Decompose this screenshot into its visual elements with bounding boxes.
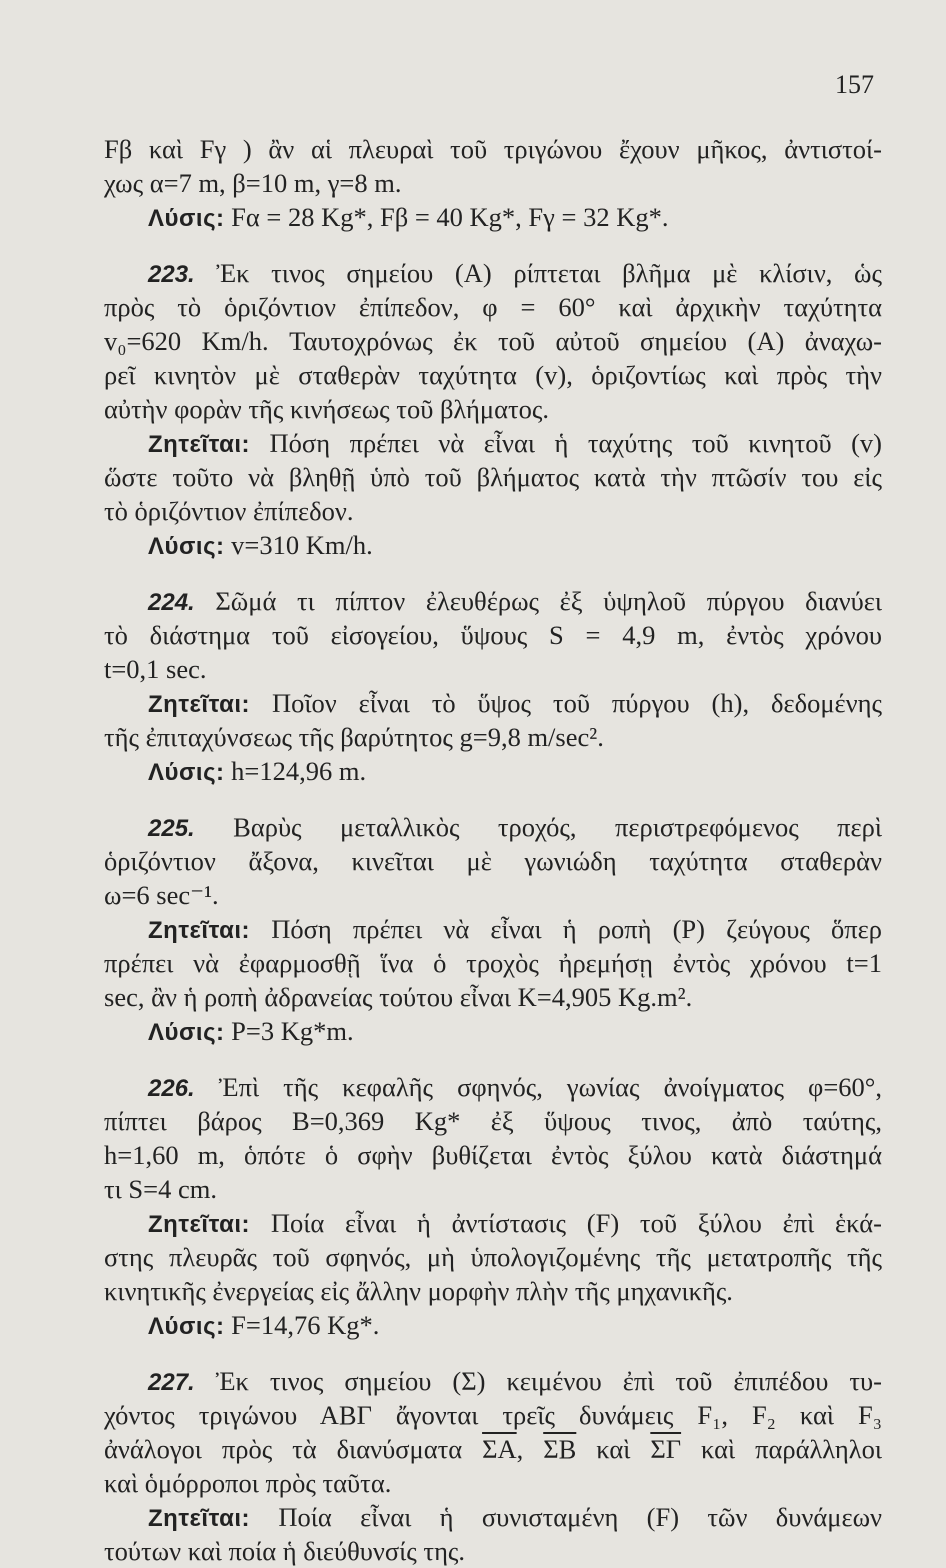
problem-224 <box>104 584 882 788</box>
question-line: Ζητεῖται: Ποία εἶναι ἡ ἀντίστασις (F) τοῦ ξύλου ἐπὶ ἑκά- <box>148 1208 883 1238</box>
solution-label: Λύσις: <box>148 533 225 560</box>
solution-value: F=14,76 Kg*. <box>231 1310 380 1340</box>
text-line: Fβ καὶ Fγ ) ἂν αἱ πλευραὶ τοῦ τριγώνου ἔχουν μῆκος, ἀντιστοί- <box>104 134 882 164</box>
solution-line <box>104 754 882 788</box>
vector-sg: $\overline{\Sigma\Gamma}$ <box>650 1434 682 1464</box>
problem-number: 227. <box>148 1369 195 1396</box>
problem-226 <box>104 1070 882 1342</box>
solution-value: h=124,96 m. <box>231 756 367 786</box>
question-line: Ζητεῖται: Πόση πρέπει νὰ εἶναι ἡ ταχύτης τοῦ κινητοῦ (v) <box>148 428 883 458</box>
text-line: καὶ ὁμόρροποι πρὸς ταῦτα. <box>104 1468 392 1498</box>
text-line: αὐτὴν φορὰν τῆς κινήσεως τοῦ βλήματος. <box>104 394 550 424</box>
solution-value: v=310 Km/h. <box>231 530 373 560</box>
text-line: πρέπει νὰ ἐφαρμοσθῇ ἵνα ὁ τροχὸς ἠρεμήσῃ ἐντὸς χρόνου t=1 <box>104 948 882 978</box>
text-line: τῆς ἐπιταχύνσεως τῆς βαρύτητος g=9,8 m/sec². <box>104 722 604 752</box>
text-line: 223. Ἐκ τινος σημείου (Α) ρίπτεται βλῆμα μὲ κλίσιν, ὡς <box>148 258 882 288</box>
text-line: τι S=4 cm. <box>104 1174 217 1204</box>
problem-227 <box>104 1364 882 1568</box>
solution-line <box>104 528 882 562</box>
text-line: τὸ διάστημα τοῦ εἰσογείου, ὕψους S = 4,9 m, ἐντὸς χρόνου <box>104 620 882 650</box>
text-line: ἀνάλογοι πρὸς τὰ διανύσματα $\overline{\Sigma A}$, $\overline{\Sigma B}$ καὶ $\overline{\Sigma\Gamma}$ καὶ παράλληλοι <box>104 1434 883 1464</box>
text-line: sec, ἂν ἡ ροπὴ ἀδρανείας τούτου εἶναι K=4,905 Kg.m². <box>104 982 693 1012</box>
solution-line <box>104 1308 882 1342</box>
problem-223 <box>104 256 882 562</box>
text-line: 227. Ἐκ τινος σημείου (Σ) κειμένου ἐπὶ τοῦ ἐπιπέδου τυ- <box>148 1366 882 1396</box>
vector-sa: $\overline{\Sigma A}$ <box>482 1434 517 1464</box>
problem-number: 223. <box>148 261 195 288</box>
text-line: 224. Σῶμά τι πίπτον ἐλευθέρως ἐξ ὑψηλοῦ πύργου διανύει <box>148 586 883 616</box>
text-line: ὥστε τοῦτο νὰ βληθῇ ὑπὸ τοῦ βλήματος κατὰ τὴν πτῶσίν του εἰς <box>104 462 882 492</box>
question-label: Ζητεῖται: <box>148 691 251 718</box>
intro-section <box>104 132 882 234</box>
question-line: Ζητεῖται: Ποία εἶναι ἡ συνισταμένη (F) τῶν δυνάμεων <box>148 1502 883 1532</box>
question-label: Ζητεῖται: <box>148 1505 251 1532</box>
question-label: Ζητεῖται: <box>148 431 251 458</box>
text-line: v₀=620 Km/h. Ταυτοχρόνως ἐκ τοῦ αὐτοῦ σημείου (Α) ἀναχω- <box>104 326 882 356</box>
text-line: πίπτει βάρος B=0,369 Kg* ἐξ ὕψους τινος, ἀπὸ ταύτης, <box>104 1106 882 1136</box>
solution-label: Λύσις: <box>148 1313 225 1340</box>
problem-number: 225. <box>148 815 195 842</box>
text-line: τούτων καὶ ποία ἡ διεύθυνσίς της. <box>104 1536 466 1566</box>
problem-number: 226. <box>148 1075 195 1102</box>
page-number: 157 <box>835 70 874 99</box>
solution-line <box>104 1014 882 1048</box>
solution-value: P=3 Kg*m. <box>231 1016 354 1046</box>
problem-number: 224. <box>148 589 195 616</box>
problem-225 <box>104 810 882 1048</box>
solution-value: Fα = 28 Kg*, Fβ = 40 Kg*, Fγ = 32 Kg*. <box>231 202 669 232</box>
text-line: πρὸς τὸ ὁριζόντιον ἐπίπεδον, φ = 60° καὶ ἀρχικὴν ταχύτητα <box>104 292 882 322</box>
text-line: στης πλευρᾶς τοῦ σφηνός, μὴ ὑπολογιζομένης τῆς μετατροπῆς τῆς <box>104 1242 882 1272</box>
text-line: h=1,60 m, ὁπότε ὁ σφὴν βυθίζεται ἐντὸς ξύλου κατὰ διάστημά <box>104 1140 882 1170</box>
vector-sb: $\overline{\Sigma B}$ <box>543 1434 577 1464</box>
question-label: Ζητεῖται: <box>148 1211 251 1238</box>
text-line: χόντος τριγώνου ΑΒΓ ἄγονται τρεῖς δυνάμεις F₁, F₂ καὶ F₃ <box>104 1400 882 1430</box>
solution-label: Λύσις: <box>148 759 225 786</box>
text-line: χως α=7 m, β=10 m, γ=8 m. <box>104 168 402 198</box>
question-line: Ζητεῖται: Ποῖον εἶναι τὸ ὕψος τοῦ πύργου (h), δεδομένης <box>148 688 882 718</box>
page-text <box>104 132 882 1568</box>
text-line: κινητικῆς ἐνεργείας εἰς ἄλλην μορφὴν πλὴν τῆς μηχανικῆς. <box>104 1276 733 1306</box>
text-line: 225. Βαρὺς μεταλλικὸς τροχός, περιστρεφόμενος περὶ <box>148 812 883 842</box>
solution-label: Λύσις: <box>148 205 225 232</box>
text-line: ω=6 sec⁻¹. <box>104 880 219 910</box>
text-line: τὸ ὁριζόντιον ἐπίπεδον. <box>104 496 354 526</box>
text-line: 226. Ἐπὶ τῆς κεφαλῆς σφηνός, γωνίας ἀνοίγματος φ=60°, <box>148 1072 883 1102</box>
solution-label: Λύσις: <box>148 1019 225 1046</box>
question-label: Ζητεῖται: <box>148 917 251 944</box>
text-line: ὁριζόντιον ἄξονα, κινεῖται μὲ γωνιώδη ταχύτητα σταθερὰν <box>104 846 882 876</box>
text-line: ρεῖ κινητὸν μὲ σταθερὰν ταχύτητα (v), ὁριζοντίως καὶ πρὸς τὴν <box>104 360 882 390</box>
solution-line <box>104 200 882 234</box>
question-line: Ζητεῖται: Πόση πρέπει νὰ εἶναι ἡ ροπὴ (P) ζεύγους ὅπερ <box>148 914 882 944</box>
text-line: t=0,1 sec. <box>104 654 207 684</box>
